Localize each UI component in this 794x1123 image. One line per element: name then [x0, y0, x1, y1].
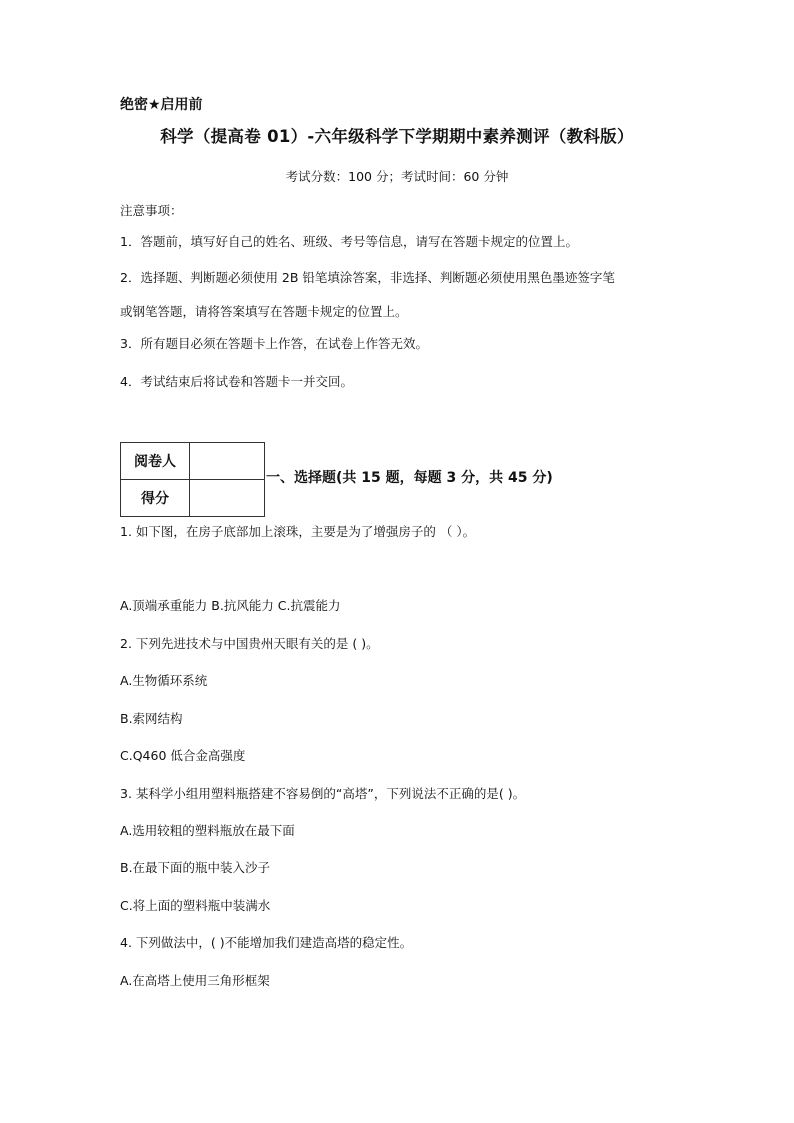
exam-title: 科学（提高卷 01）-六年级科学下学期期中素养测评（教科版） [160, 127, 634, 146]
question-stem: 2. 下列先进技术与中国贵州天眼有关的是 ( )。 [120, 636, 379, 651]
note-item: 1．答题前，填写好自己的姓名、班级、考号等信息，请写在答题卡规定的位置上。 [120, 234, 578, 249]
question-option: B.索网结构 [120, 711, 183, 726]
reviewer-cell [190, 443, 265, 480]
question-stem: 4. 下列做法中，( )不能增加我们建造高塔的稳定性。 [120, 935, 413, 950]
score-table [120, 442, 265, 517]
notes-heading: 注意事项： [120, 203, 183, 218]
note-item: 4．考试结束后将试卷和答题卡一并交回。 [120, 374, 353, 389]
confidential-label: 绝密★启用前 [120, 97, 203, 113]
note-item: 2．选择题、判断题必须使用 2B 铅笔填涂答案，非选择、判断题必须使用黑色墨迹签字笔 [120, 270, 615, 285]
question-option: C.将上面的塑料瓶中装满水 [120, 898, 271, 913]
section-heading: 一、选择题(共 15 题，每题 3 分，共 45 分) [266, 470, 553, 486]
question-stem: 3. 某科学小组用塑料瓶搭建不容易倒的“高塔”，下列说法不正确的是( )。 [120, 786, 526, 801]
question-option: A.生物循环系统 [120, 673, 208, 688]
question-option: C.Q460 低合金高强度 [120, 748, 246, 763]
score-label: 得分 [121, 480, 190, 517]
reviewer-label: 阅卷人 [121, 443, 190, 480]
question-option: A.选用较粗的塑料瓶放在最下面 [120, 823, 295, 838]
question-options: A.顶端承重能力 B.抗风能力 C.抗震能力 [120, 598, 341, 613]
exam-info: 考试分数：100 分；考试时间：60 分钟 [285, 169, 509, 184]
score-cell [190, 480, 265, 517]
note-item-continued: 或钢笔答题，请将答案填写在答题卡规定的位置上。 [120, 304, 408, 319]
question-option: B.在最下面的瓶中装入沙子 [120, 860, 271, 875]
question-option: A.在高塔上使用三角形框架 [120, 973, 270, 988]
question-stem: 1. 如下图，在房子底部加上滚珠，主要是为了增强房子的 （ ）。 [120, 524, 476, 539]
note-item: 3．所有题目必须在答题卡上作答，在试卷上作答无效。 [120, 336, 428, 351]
